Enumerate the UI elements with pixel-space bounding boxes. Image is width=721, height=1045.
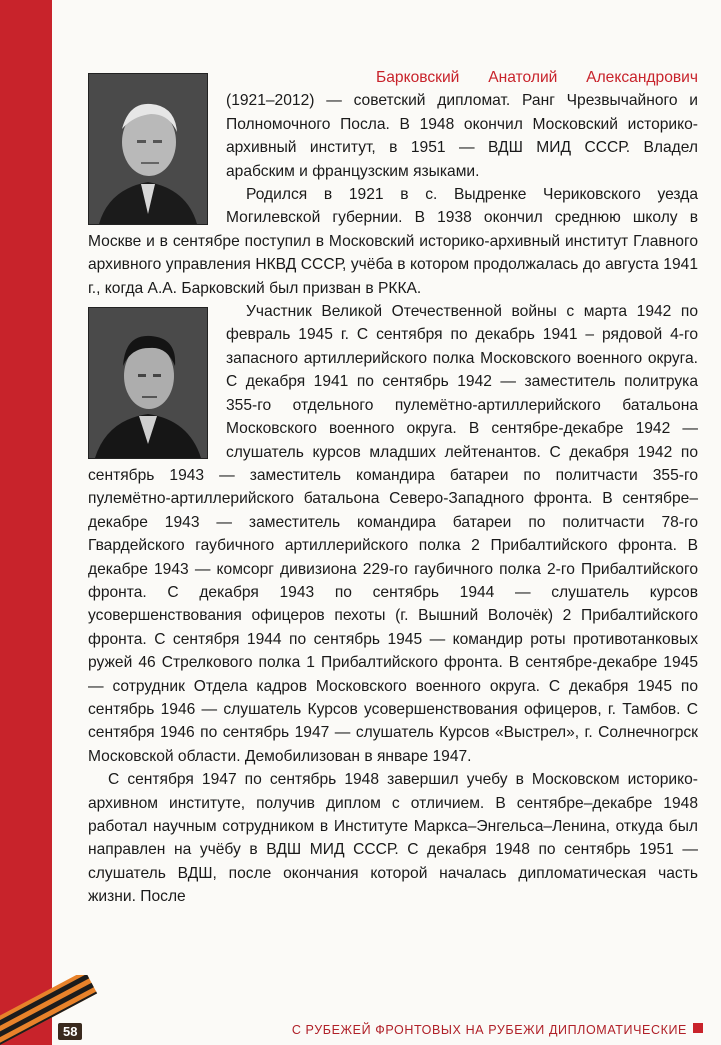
- running-title: С РУБЕЖЕЙ ФРОНТОВЫХ НА РУБЕЖИ ДИПЛОМАТИЧЕСКИЕ: [291, 1023, 687, 1037]
- paragraph-war-service: Участник Великой Отечественной войны с марта 1942 по февраль 1945 г. С сентября по декабрь 1941 – рядовой 4-го запасного артиллерийского полка Московского военного округа. С декабря 1941 по сентябрь 1942 — заместитель политрука 355-го отдельного пулемётно-артиллерийского батальона Московского военного округа. В сентябре-декабре 1942 — слушатель курсов младших лейтенантов. С декабря 1942 по сентябрь 1943 — заместитель командира батареи по политчасти 355-го пулемётно-артиллерийского батальона Северо-Западного фронта. В сентябре–декабре 1943 — заместитель командира батареи по политчасти 78-го Гвардейского гаубичного артиллерийского полка 2 Прибалтийского фронта. В декабре 1943 — комсорг дивизиона 229-го гаубичного полка 2-го Прибалтийского фронта. С декабря 1943 по сентябрь 1944 — слушатель курсов усовершенствования офицеров пехоты (г. Вышний Волочёк) 2 Прибалтийского фронта. С сентября 1944 по сентябрь 1945 — командир роты противотанковых ружей 46 Стрелкового полка 1 Прибалтийского фронта. В сентябре-декабре 1945 — сотрудник Отдела кадров Московского военного округа. С декабря 1945 по сентябрь 1946 — слушатель Курсов усовершенствования офицеров, г. Тамбов. С сентября 1946 по сентябрь 1947 — слушатель Курсов «Выстрел», г. Солнечногрск Московской области. Демобилизован в январе 1947.: [88, 303, 698, 765]
- paragraph-birth: Родился в 1921 в с. Выдренке Чериковского уезда Могилевской губернии. В 1938 окончил среднюю школу в Москве и в сентябре поступил в Московский историко-архивный институт Главного архивного управления НКВД СССР, учёба в котором продолжалась до августа 1941 г., когда А.А. Барковский был призван в РККА.: [88, 186, 698, 297]
- red-side-band: [0, 0, 52, 1045]
- footer-square-marker: [693, 1023, 703, 1033]
- st-george-ribbon: [0, 975, 110, 1045]
- page-number: 58: [58, 1023, 82, 1040]
- portrait-photo-older: [88, 73, 208, 225]
- intro-text: (1921–2012) — советский дипломат. Ранг Чрезвычайного и Полномочного Посла. В 1948 окончил Московский историко-архивный институт, в 1951 — ВДШ МИД СССР. Владел арабским и французским языками.: [226, 92, 698, 180]
- portrait-photo-young: [88, 307, 208, 459]
- person-name: Барковский Анатолий Александрович: [376, 69, 698, 86]
- paragraph-education: С сентября 1947 по сентябрь 1948 завершил учебу в Московском историко-архивном институте, получив диплом с отличием. В сентябре–декабре 1948 работал научным сотрудником в Институте Маркса–Энгельса–Ленина, откуда был направлен на учёбу в ВДШ МИД СССР. С декабря 1948 по сентябрь 1951 — слушатель ВДШ, после окончания которой началась дипломатическая часть жизни. После: [88, 771, 698, 906]
- article-body: [88, 66, 698, 909]
